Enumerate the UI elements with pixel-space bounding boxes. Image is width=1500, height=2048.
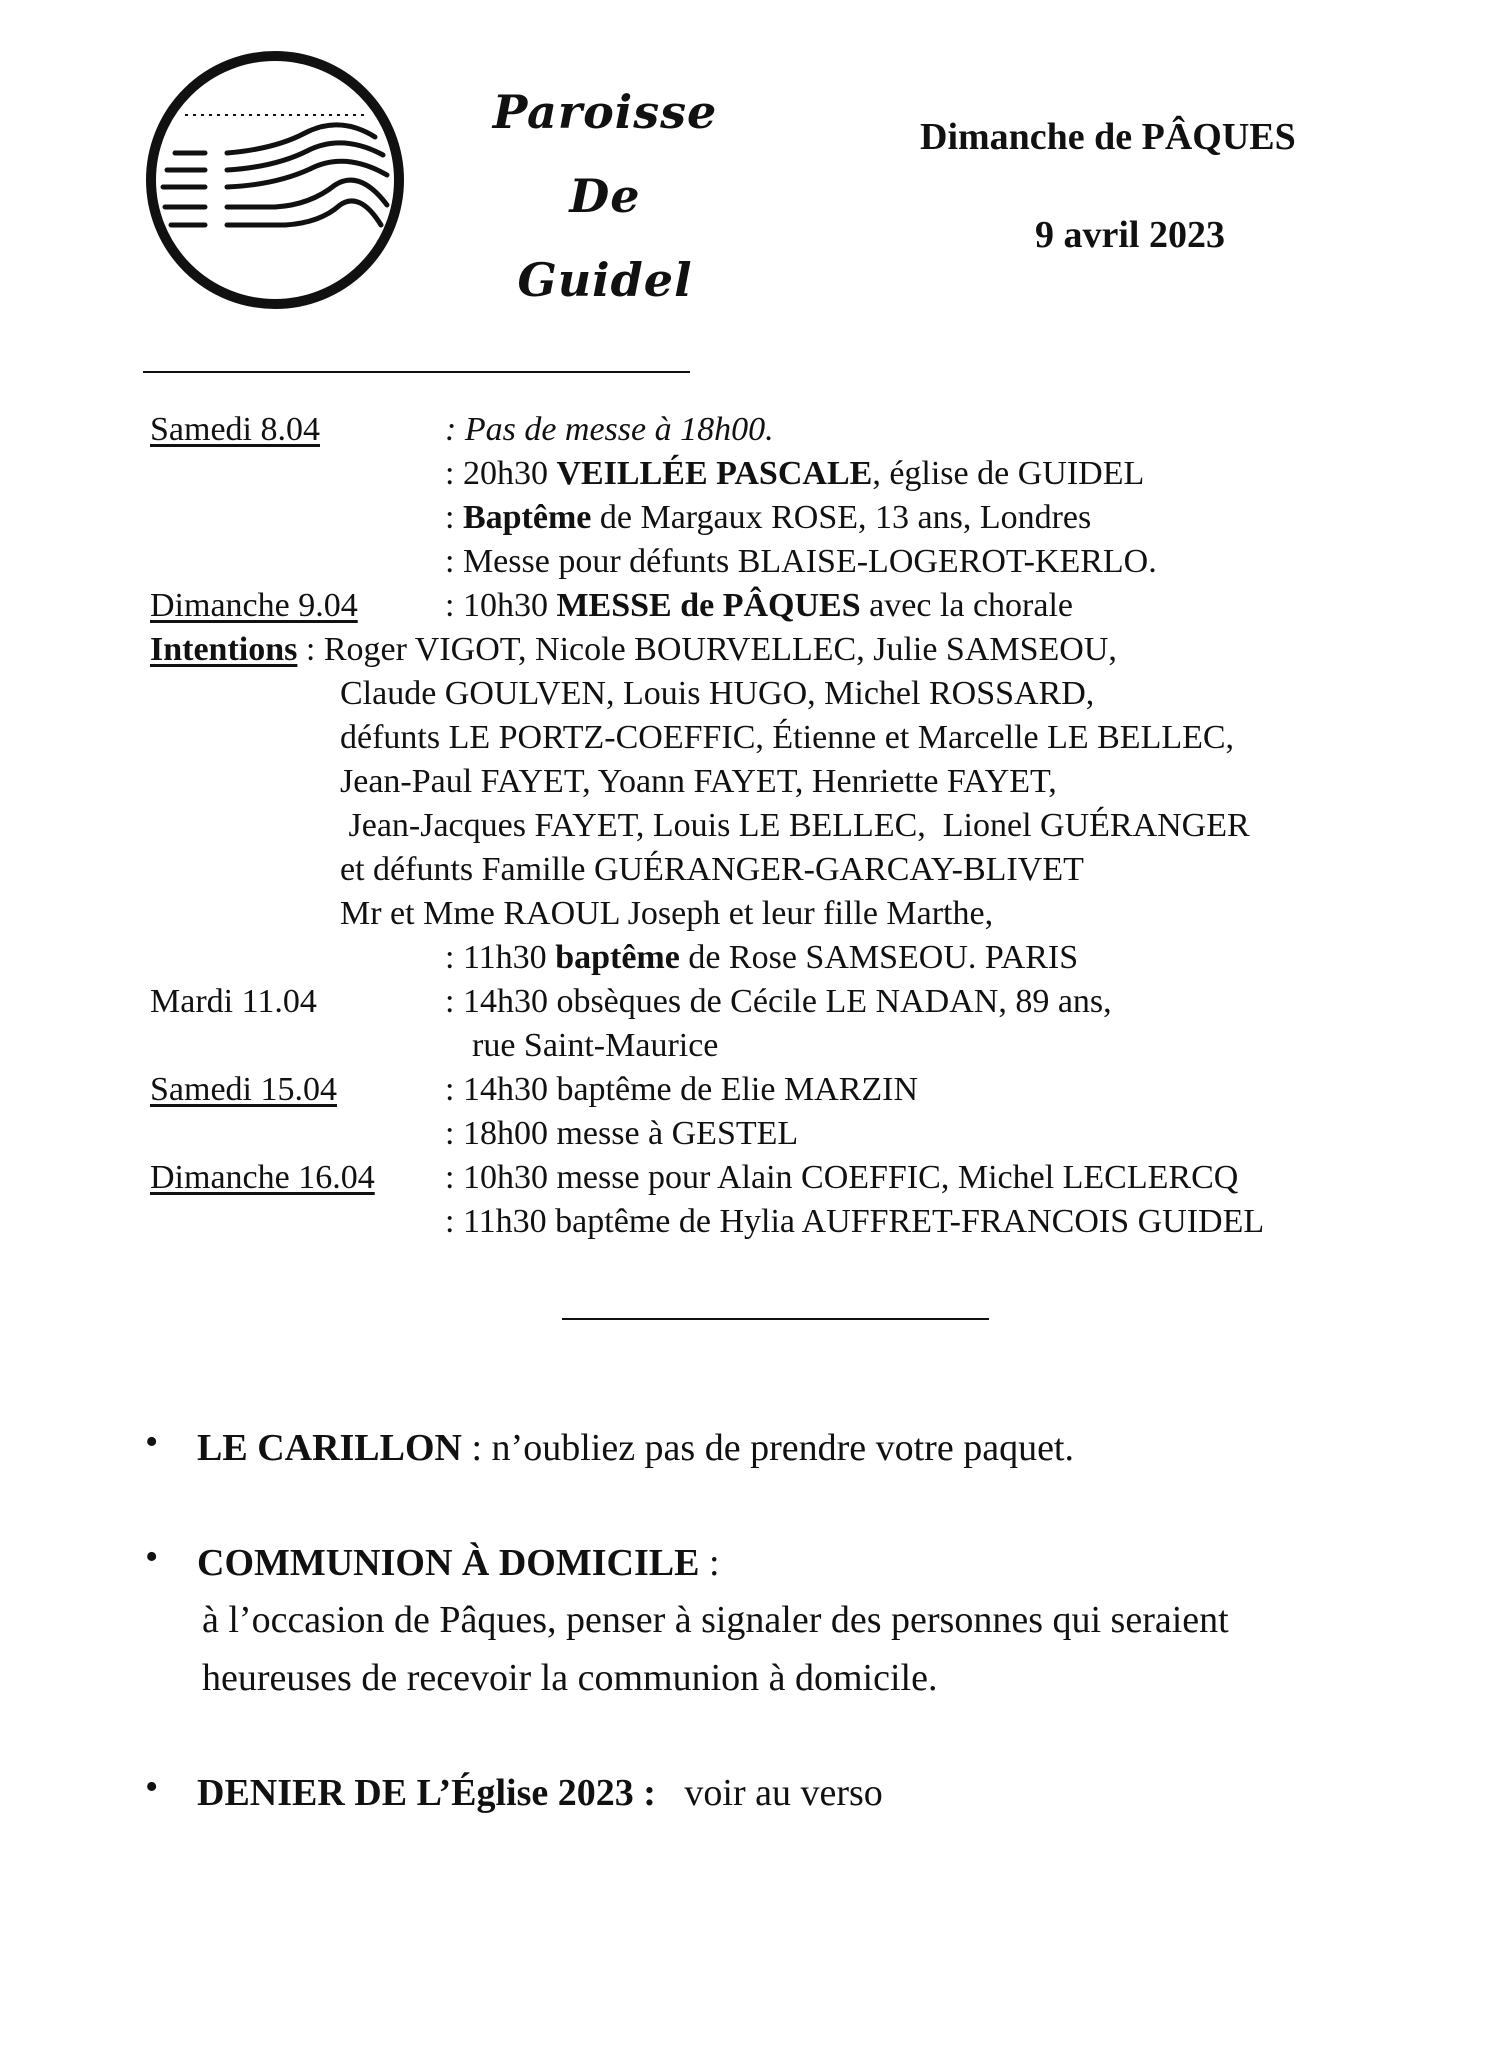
brand-line-3: Guidel (517, 253, 693, 307)
schedule-row (150, 408, 1450, 452)
parish-logo (135, 45, 415, 315)
day-label: Samedi 8.04 (150, 411, 320, 448)
schedule-row (150, 540, 1450, 584)
schedule-row (150, 1156, 1450, 1200)
intentions-line: Intentions : Roger VIGOT, Nicole BOURVELLEC, Julie SAMSEOU, (150, 631, 1117, 668)
entry-text: : 20h30 VEILLÉE PASCALE, église de GUIDEL (445, 455, 1145, 492)
entry-text: : 14h30 obsèques de Cécile LE NADAN, 89 ans, (445, 983, 1112, 1020)
page-date: 9 avril 2023 (1035, 214, 1225, 256)
entry-text: : Pas de messe à 18h00. (445, 411, 774, 448)
entry-text: : Messe pour défunts BLAISE-LOGEROT-KERLO. (445, 543, 1157, 580)
day-label: Samedi 15.04 (150, 1071, 337, 1108)
intentions-label: Intentions (150, 631, 298, 668)
notice-body: heureuses de recevoir la communion à domicile. (202, 1657, 938, 1699)
entry-text: : 10h30 MESSE de PÂQUES avec la chorale (445, 587, 1073, 624)
day-label: Mardi 11.04 (150, 983, 317, 1020)
intentions-line: défunts LE PORTZ-COEFFIC, Étienne et Marcelle LE BELLEC, (340, 719, 1235, 756)
section-divider (562, 1318, 989, 1320)
intentions-row (150, 716, 1450, 760)
intentions-line: Claude GOULVEN, Louis HUGO, Michel ROSSARD, (340, 675, 1095, 712)
entry-text: rue Saint-Maurice (472, 1027, 719, 1064)
entry-text: : 11h30 baptême de Rose SAMSEOU. PARIS (445, 939, 1079, 976)
notice-text: LE CARILLON : n’oubliez pas de prendre votre paquet. (197, 1427, 1074, 1469)
schedule-row (150, 452, 1450, 496)
notice-text: DENIER DE L’Église 2023 : voir au verso (197, 1772, 883, 1814)
brand-line-2: De (569, 169, 641, 223)
entry-text: : 11h30 baptême de Hylia AUFFRET-FRANCOIS GUIDEL (445, 1203, 1265, 1240)
entry-text: : 18h00 messe à GESTEL (445, 1115, 799, 1152)
schedule-row (150, 584, 1450, 628)
intentions-line: Mr et Mme RAOUL Joseph et leur fille Marthe, (340, 895, 994, 932)
schedule (150, 408, 1450, 1244)
schedule-row (150, 1112, 1450, 1156)
notice-body: à l’occasion de Pâques, penser à signaler des personnes qui seraient (202, 1599, 1229, 1641)
brand-line-1: Paroisse (492, 85, 718, 139)
intentions-row (150, 760, 1450, 804)
header-divider (143, 371, 690, 373)
entry-text: : 10h30 messe pour Alain COEFFIC, Michel LECLERCQ (445, 1159, 1239, 1196)
schedule-row (150, 1068, 1450, 1112)
intentions-line: Jean-Jacques FAYET, Louis LE BELLEC, Lionel GUÉRANGER (340, 807, 1250, 844)
intentions-row (150, 628, 1450, 672)
notices (145, 1420, 1445, 1821)
bullet: • (145, 1421, 159, 1463)
entry-text: : Baptême de Margaux ROSE, 13 ans, Londres (445, 499, 1092, 536)
schedule-row (150, 1024, 1450, 1068)
schedule-row (150, 1200, 1450, 1244)
day-label: Dimanche 9.04 (150, 587, 358, 624)
intentions-row (150, 804, 1450, 848)
page-title: Dimanche de PÂQUES (920, 116, 1296, 158)
intentions-line: et défunts Famille GUÉRANGER-GARCAY-BLIVET (340, 851, 1084, 888)
entry-text: : 14h30 baptême de Elie MARZIN (445, 1071, 919, 1108)
schedule-row (150, 936, 1450, 980)
schedule-row (150, 496, 1450, 540)
bullet: • (145, 1536, 159, 1578)
bullet: • (145, 1766, 159, 1808)
notice-carillon (145, 1420, 1445, 1535)
notice-communion (145, 1535, 1445, 1765)
schedule-row (150, 980, 1450, 1024)
intentions-line: Jean-Paul FAYET, Yoann FAYET, Henriette FAYET, (340, 763, 1057, 800)
intentions-row (150, 892, 1450, 936)
notice-denier (145, 1765, 1445, 1821)
day-label: Dimanche 16.04 (150, 1159, 375, 1196)
notice-text: COMMUNION À DOMICILE : (197, 1542, 720, 1584)
intentions-row (150, 672, 1450, 716)
intentions-row (150, 848, 1450, 892)
parish-name (465, 70, 745, 322)
